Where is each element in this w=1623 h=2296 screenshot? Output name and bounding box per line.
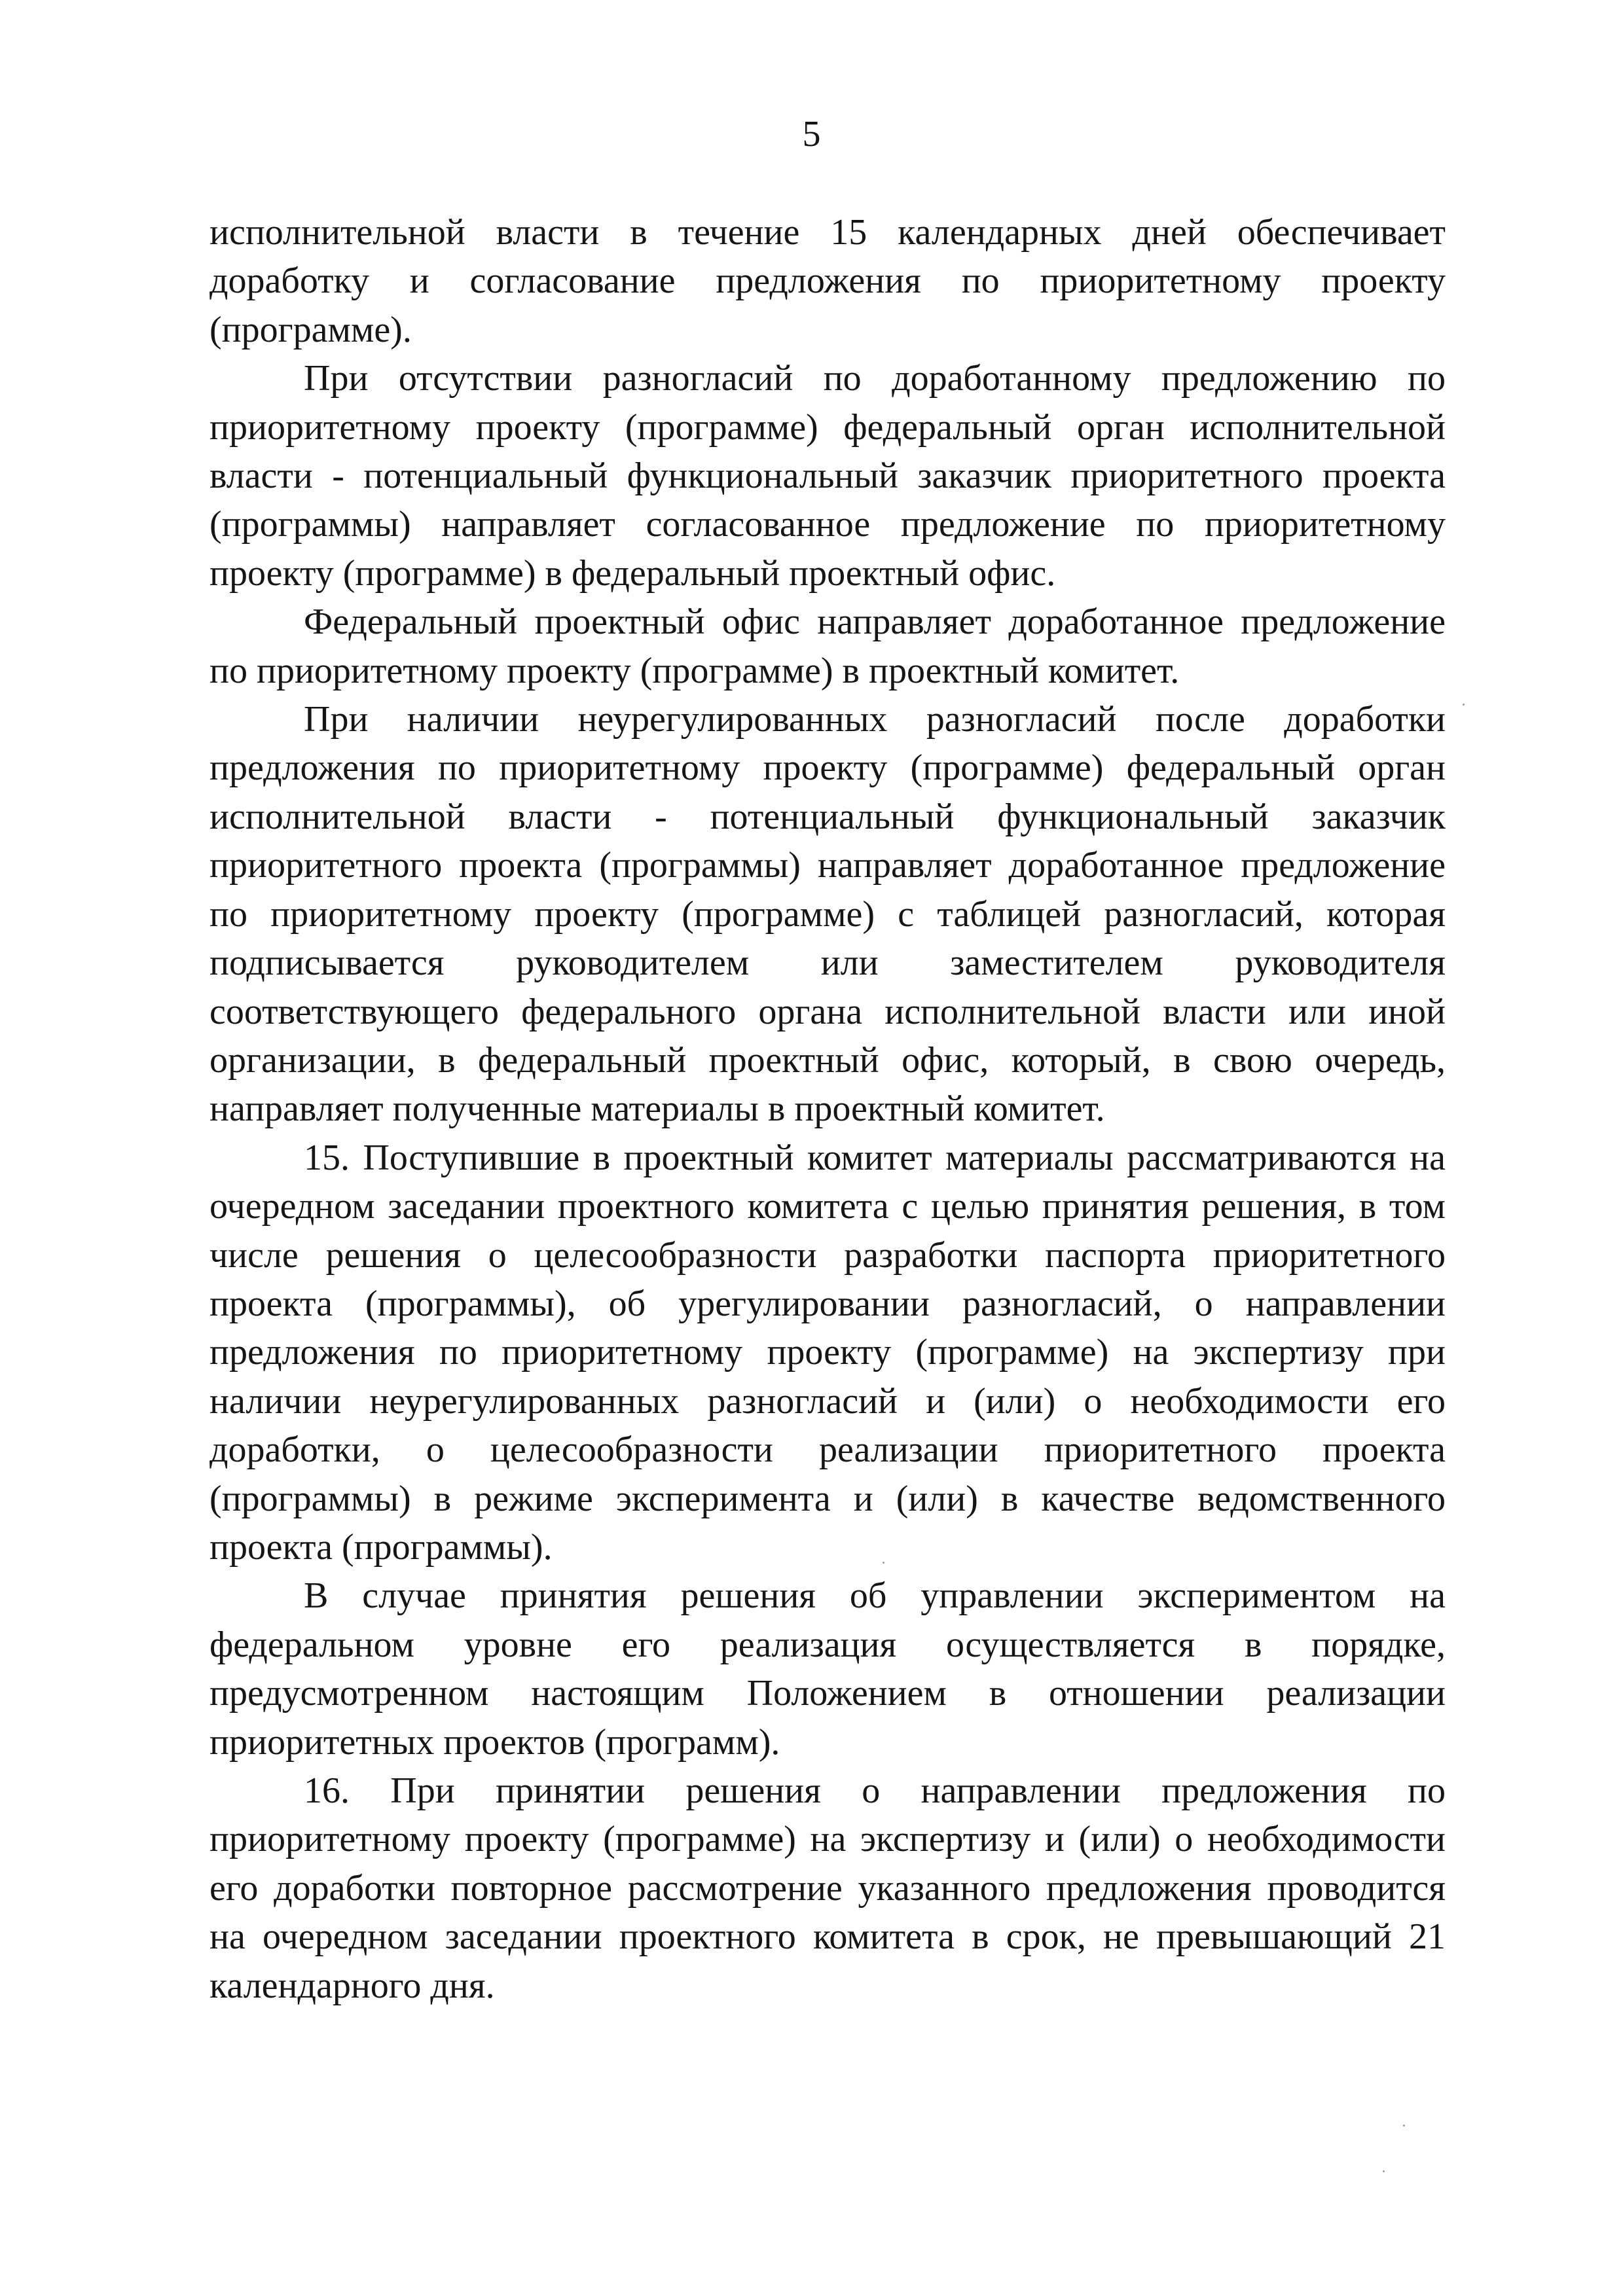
paragraph-no-disagreements: При отсутствии разногласий по доработанному предложению по приоритетному проекту (программе) федеральный орган исполнительной власти - потенциальный функциональный заказчик приоритетного проекта (программы) направляет согласованное предложение по приоритетному проекту (программе) в федеральный проектный офис. xyxy=(210,358,1446,594)
scan-artifact-dot xyxy=(1403,2125,1405,2126)
scan-artifact-dot xyxy=(1383,2170,1385,2172)
page-number: 5 xyxy=(802,114,821,154)
paragraph-unresolved-disagreements: При наличии неурегулированных разногласий после доработки предложения по приоритетному проекту (программе) федеральный орган исполнительной власти - потенциальный функциональный заказчик приоритетного проекта (программы) направляет доработанное предложение по приоритетному проекту (программе) с таблицей разногласий, которая подписывается руководителем или заместителем руководителя соответствующего федерального органа исполнительной власти или иной организации, в федеральный проектный офис, который, в свою очередь, направляет полученные материалы в проектный комитет. xyxy=(210,699,1446,1130)
document-body xyxy=(210,208,1446,2010)
scan-artifact-dot xyxy=(1463,704,1465,706)
scan-artifact-dot xyxy=(883,1562,884,1564)
paragraph-deadline-continuation: исполнительной власти в течение 15 календарных дней обеспечивает доработку и согласование предложения по приоритетному проекту (программе). xyxy=(210,212,1446,350)
paragraph-experiment-management: В случае принятия решения об управлении экспериментом на федеральном уровне его реализация осуществляется в порядке, предусмотренном настоящим Положением в отношении реализации приоритетных проектов (программ). xyxy=(210,1575,1446,1763)
paragraph-item-15: 15. Поступившие в проектный комитет материалы рассматриваются на очередном заседании проектного комитета с целью принятия решения, в том числе решения о целесообразности разработки паспорта приоритетного проекта (программы), об урегулировании разногласий, о направлении предложения по приоритетному проекту (программе) на экспертизу при наличии неурегулированных разногласий и (или) о необходимости его доработки, о целесообразности реализации приоритетного проекта (программы) в режиме эксперимента и (или) в качестве ведомственного проекта (программы). xyxy=(210,1137,1446,1568)
paragraph-project-office-forwarding: Федеральный проектный офис направляет доработанное предложение по приоритетному проекту (программе) в проектный комитет. xyxy=(210,601,1446,691)
paragraph-item-16: 16. При принятии решения о направлении предложения по приоритетному проекту (программе) на экспертизу и (или) о необходимости его доработки повторное рассмотрение указанного предложения проводится на очередном заседании проектного комитета в срок, не превышающий 21 календарного дня. xyxy=(210,1770,1446,2006)
